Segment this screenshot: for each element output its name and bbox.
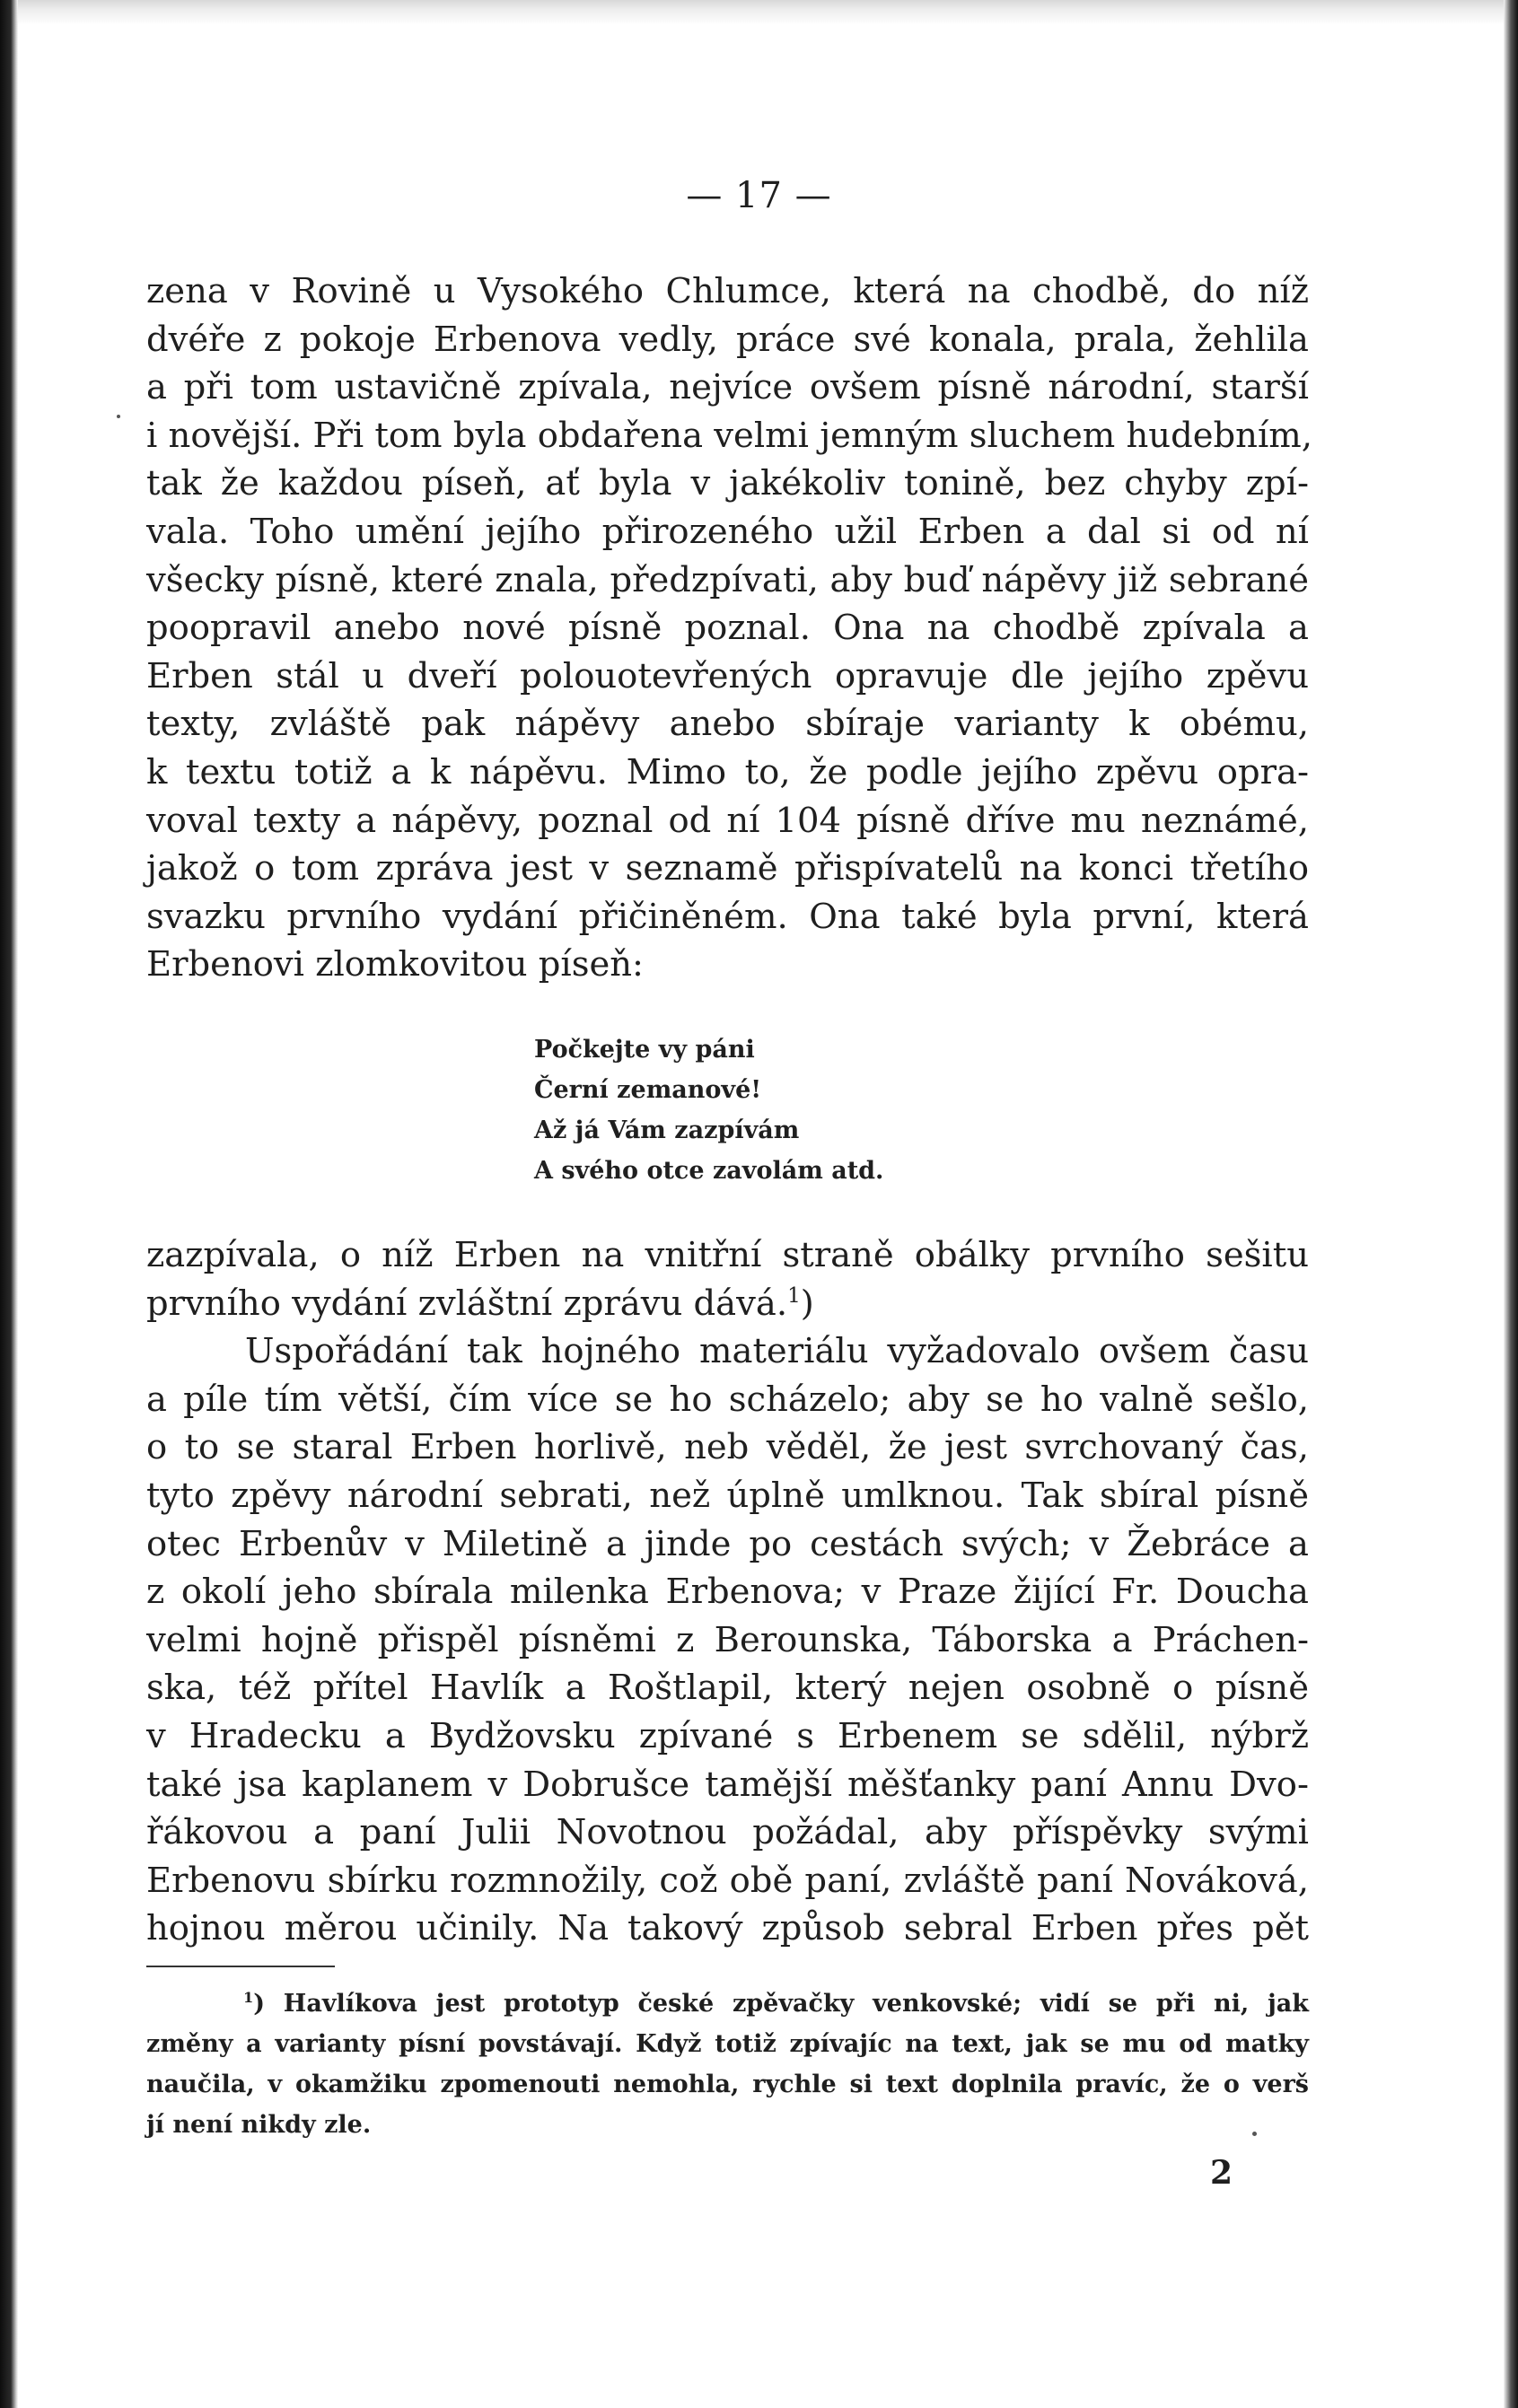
footnote-line: jí není nikdy zle. xyxy=(146,2111,372,2139)
text-line-with-footnote-ref xyxy=(146,1280,1309,1328)
song-line: A svého otce zavolám atd. xyxy=(534,1157,884,1185)
footnote-number: 1 xyxy=(243,1989,254,2006)
text-line: Uspořádání tak hojného materiálu vyžadovalo ovšem času xyxy=(245,1331,1309,1372)
text-line: všecky písně, které znala, předzpívati, aby buď nápěvy již sebrané xyxy=(146,559,1309,600)
text-line: zazpívala, o níž Erben na vnitřní straně obálky prvního sešitu xyxy=(146,1235,1309,1275)
text-line: jakož o tom zpráva jest v seznamě přispívatelů na konci třetího xyxy=(146,848,1309,889)
text-line: texty, zvláště pak nápěvy anebo sbíraje varianty k obému, xyxy=(146,704,1309,745)
paragraph-2 xyxy=(146,1231,1309,1953)
text-line: a při tom ustavičně zpívala, nejvíce ovšem písně národní, starší xyxy=(146,367,1309,408)
text-line: Erben stál u dveří polouotevřených opravuje dle jejího zpěvu xyxy=(146,655,1309,696)
footnote-ref-paren: ) xyxy=(800,1283,814,1324)
text-line: vala. Toho umění jejího přirozeného užil Erben a dal si od ní xyxy=(146,511,1309,552)
text-line: k textu totiž a k nápěvu. Mimo to, že podle jejího zpěvu opra- xyxy=(146,751,1309,792)
footnote-divider xyxy=(146,1966,335,1967)
song-line: Až já Vám zazpívám xyxy=(534,1116,800,1144)
song-line: Černí zemanové! xyxy=(534,1076,762,1104)
text-line: řákovou a paní Julii Novotnou požádal, aby příspěvky svými xyxy=(146,1812,1309,1853)
song-line: Počkejte vy páni xyxy=(534,1036,755,1064)
footnote-line: naučila, v okamžiku zpomenouti nemohla, rychle si text doplnila pravíc, že o verš xyxy=(146,2071,1309,2098)
footnote-line: změny a varianty písní povstávají. Když totiž zpívajíc na text, jak se mu od matky xyxy=(146,2030,1309,2058)
text-line: otec Erbenův v Miletině a jinde po cestách svých; v Žebráce a xyxy=(146,1523,1309,1564)
paragraph-1 xyxy=(146,267,1312,989)
text-line: i novější. Při tom byla obdařena velmi jemným sluchem hudebním, xyxy=(146,415,1312,456)
print-speck xyxy=(117,415,120,418)
page-number: — 17 — xyxy=(686,175,832,216)
text-line: poopravil anebo nové písně poznal. Ona na chodbě zpívala a xyxy=(146,608,1309,649)
text-line: ska, též přítel Havlík a Roštlapil, který nejen osobně o písně xyxy=(146,1668,1309,1709)
text-line: o to se staral Erben horlivě, neb věděl, že jest svrchovaný čas, xyxy=(146,1427,1309,1468)
text-line: velmi hojně přispěl písněmi z Berounska, Táborska a Práchen- xyxy=(146,1619,1309,1660)
footnote-line xyxy=(146,1983,1309,2024)
song-quote xyxy=(534,1029,883,1191)
text-line: také jsa kaplanem v Dobrušce tamější měšťanky paní Annu Dvo- xyxy=(146,1764,1309,1805)
text-line: svazku prvního vydání přičiněném. Ona také byla první, která xyxy=(146,896,1309,937)
text-line: zena v Rovině u Vysokého Chlumce, která na chodbě, do níž xyxy=(146,271,1309,311)
text-line: z okolí jeho sbírala milenka Erbenova; v Praze žijící Fr. Doucha xyxy=(146,1572,1309,1613)
text-fragment: prvního vydání zvláštní zprávu dává. xyxy=(146,1283,788,1324)
signature-mark: 2 xyxy=(1209,2154,1233,2192)
text-line: v Hradecku a Bydžovsku zpívané s Erbenem se sdělil, nýbrž xyxy=(146,1715,1309,1756)
text-line: Erbenovu sbírku rozmnožily, což obě paní, zvláště paní Nováková, xyxy=(146,1860,1309,1901)
print-speck xyxy=(1252,2132,1257,2136)
text-line: a píle tím větší, čím více se ho scházelo; aby se ho valně sešlo, xyxy=(146,1379,1309,1420)
footnote xyxy=(146,1983,1309,2145)
footnote-text: ) Havlíkova jest prototyp české zpěvačky venkovské; vidí se při ni, jak xyxy=(253,1990,1309,2018)
text-line: hojnou měrou učinily. Na takový způsob sebral Erben přes pět xyxy=(146,1908,1309,1949)
text-line: dvéře z pokoje Erbenova vedly, práce své konala, prala, žehlila xyxy=(146,319,1309,360)
text-line: voval texty a nápěvy, poznal od ní 104 písně dříve mu neznámé, xyxy=(146,800,1309,841)
text-line: tak že každou píseň, ať byla v jakékoliv tonině, bez chyby zpí- xyxy=(146,463,1309,504)
footnote-ref: 1 xyxy=(787,1283,801,1308)
text-line: tyto zpěvy národní sebrati, než úplně umlknou. Tak sbíral písně xyxy=(146,1475,1309,1516)
text-line: Erbenovi zlomkovitou píseň: xyxy=(146,944,645,985)
